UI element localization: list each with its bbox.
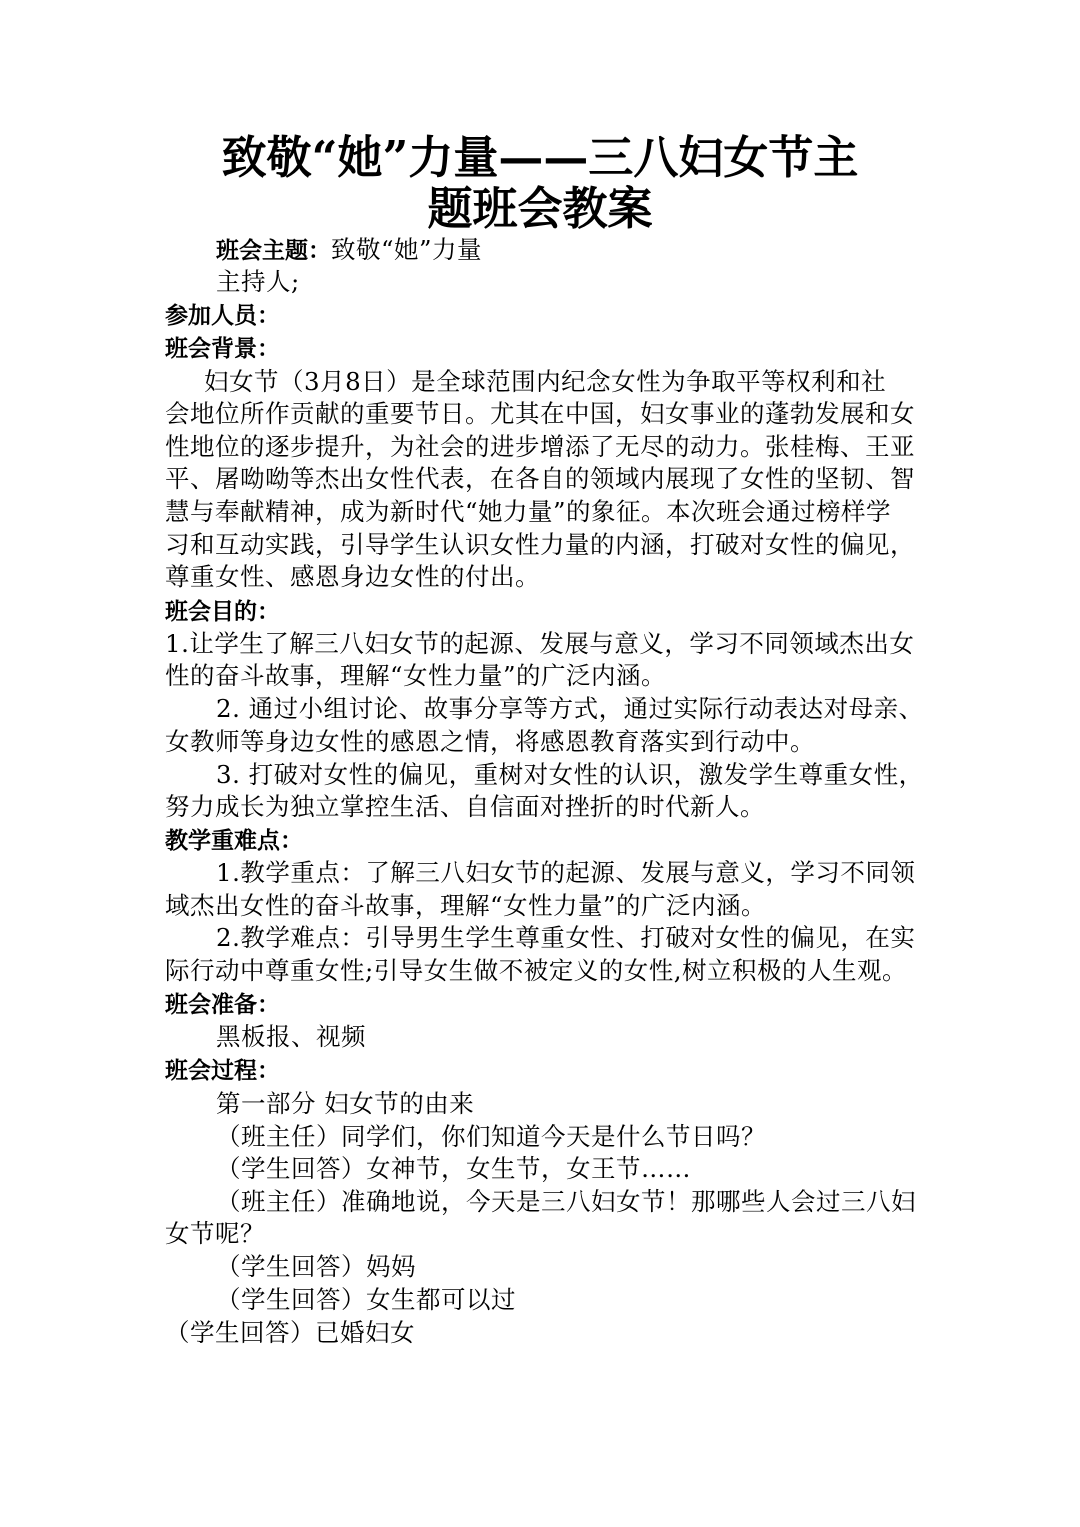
background-line: 妇女节（3月8日）是全球范围内纪念女性为争取平等权利和社 (204, 367, 887, 396)
background-line: 性地位的逐步提升，为社会的进步增添了无尽的动力。张桂梅、王亚 (165, 432, 915, 461)
process-line: （学生回答）已婚妇女 (165, 1318, 415, 1347)
process-line: （班主任）同学们，你们知道今天是什么节日吗？ (216, 1122, 766, 1151)
goals-line: 女教师等身边女性的感恩之情，将感恩教育落实到行动中。 (165, 727, 815, 756)
key-points-line: 域杰出女性的奋斗故事，理解“女性力量”的广泛内涵。 (165, 891, 767, 920)
key-points-heading: 教学重难点： (165, 828, 303, 854)
process-line: （学生回答）女神节，女生节，女王节…… (216, 1154, 691, 1183)
process-line: （学生回答）妈妈 (216, 1252, 416, 1281)
participants-heading: 参加人员： (165, 303, 280, 329)
goals-line: 3. 打破对女性的偏见，重树对女性的认识，激发学生尊重女性， (216, 760, 924, 789)
goals-heading: 班会目的： (165, 599, 280, 625)
goals-line: 性的奋斗故事，理解“女性力量”的广泛内涵。 (165, 661, 667, 690)
process-line: 第一部分 妇女节的由来 (216, 1089, 475, 1118)
process-heading: 班会过程： (165, 1058, 280, 1084)
goals-line: 努力成长为独立掌控生活、自信面对挫折的时代新人。 (165, 792, 765, 821)
preparation-heading: 班会准备： (165, 992, 280, 1018)
background-line: 平、屠呦呦等杰出女性代表，在各自的领域内展现了女性的坚韧、智 (165, 464, 915, 493)
preparation-value: 黑板报、视频 (216, 1022, 366, 1051)
key-points-line: 2.教学难点：引导男生学生尊重女性、打破对女性的偏见，在实 (216, 923, 916, 952)
document-title-line-2: 题班会教案 (427, 182, 653, 235)
document-title-line-1: 致敬“她”力量——三八妇女节主 (221, 131, 859, 184)
goals-line: 2. 通过小组讨论、故事分享等方式，通过实际行动表达对母亲、 (216, 694, 924, 723)
key-points-line: 际行动中尊重女性;引导女生做不被定义的女性,树立积极的人生观。 (165, 956, 908, 985)
background-line: 尊重女性、感恩身边女性的付出。 (165, 562, 540, 591)
theme-line (216, 234, 971, 268)
key-points-line: 1.教学重点：了解三八妇女节的起源、发展与意义，学习不同领 (216, 858, 916, 887)
process-line: （班主任）准确地说，今天是三八妇女节！那哪些人会过三八妇 (216, 1187, 916, 1216)
process-line: 女节呢？ (165, 1219, 265, 1248)
goals-line: 1.让学生了解三八妇女节的起源、发展与意义，学习不同领域杰出女 (165, 629, 915, 658)
process-line: （学生回答）女生都可以过 (216, 1285, 516, 1314)
background-heading: 班会背景： (165, 336, 280, 362)
background-line: 慧与奉献精神，成为新时代“她力量”的象征。本次班会通过榜样学 (165, 497, 892, 526)
host-line: 主持人; (216, 267, 300, 296)
background-line: 习和互动实践，引导学生认识女性力量的内涵，打破对女性的偏见， (165, 530, 915, 559)
theme-label: 班会主题： (216, 238, 331, 264)
theme-value: 致敬“她”力量 (331, 235, 483, 264)
background-line: 会地位所作贡献的重要节日。尤其在中国，妇女事业的蓬勃发展和女 (165, 399, 915, 428)
